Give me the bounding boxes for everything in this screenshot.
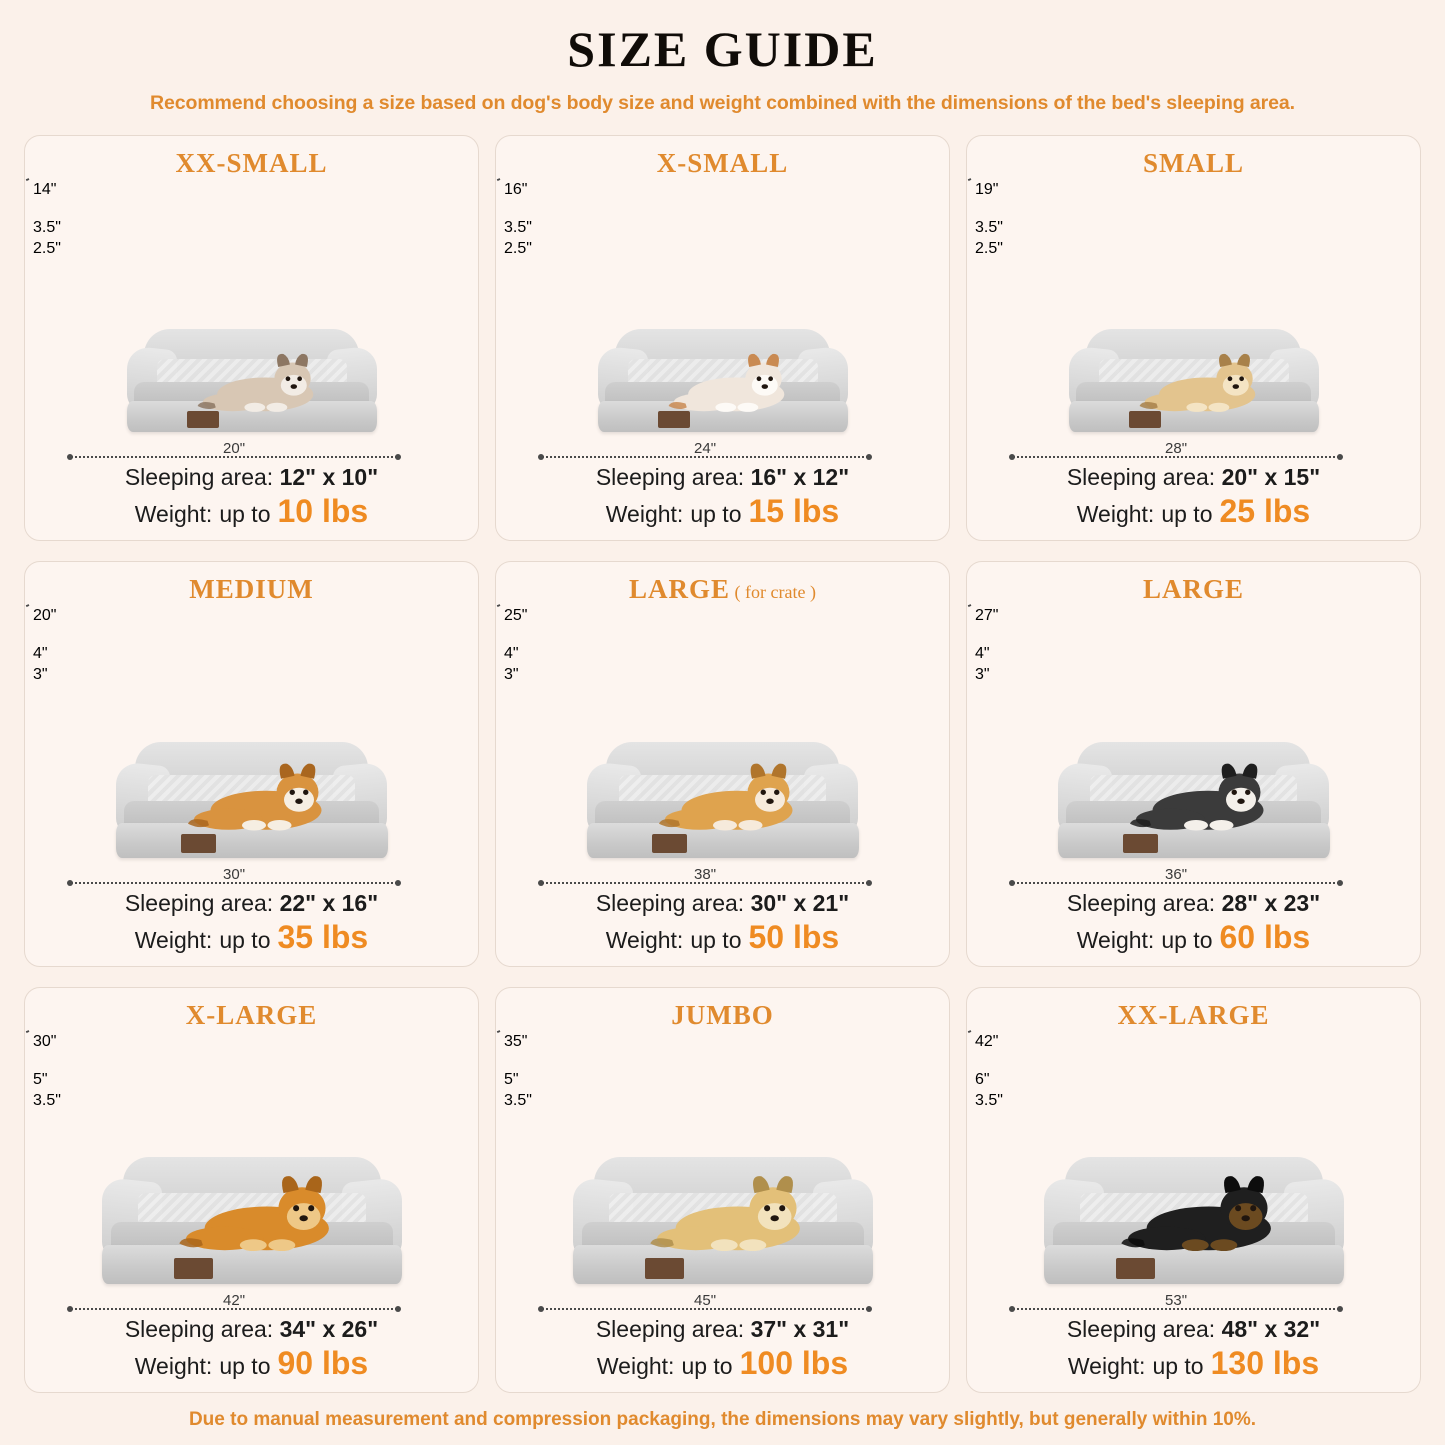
size-card-note: ( for crate ) [730,582,816,602]
sleeping-area-line [1067,1316,1320,1343]
measurement-leader-lines [24,601,51,659]
size-card-xx-large[interactable] [966,987,1421,1393]
size-card-figure [975,1031,1412,1314]
weight-prefix: Weight: [1076,927,1155,953]
pet-illustration [647,1162,815,1259]
size-card-figure [975,179,1412,462]
rottweiler-and-chihuahua-illustration [1118,1162,1286,1259]
weight-prefix: Weight: [1076,501,1155,527]
bolster-height-label: 3.5" [975,218,1003,236]
weight-line [125,919,378,956]
weight-value: 60 lbs [1219,919,1311,955]
sleeping-area-line [125,464,378,491]
sleeping-area-prefix: Sleeping area: [1066,890,1222,916]
bed-height-label: 20" [33,607,57,624]
page-title: SIZE GUIDE [567,21,878,77]
pet-illustration [1118,1162,1286,1259]
bed-width-label: 36" [1165,866,1188,883]
width-dotted-line [539,440,871,458]
size-card-name: X-SMALL [656,148,789,178]
size-card-name: LARGE [1142,574,1245,604]
size-card-info [1067,464,1320,532]
sleeping-area-value: 30" x 21" [750,890,850,916]
mattress-height-label: 3.5" [975,1092,1003,1110]
width-dotted-line [1010,1292,1342,1310]
size-card-info [1067,890,1320,958]
weight-upto: up to [1152,1353,1204,1379]
width-dotted-line [68,1292,400,1310]
sleeping-area-prefix: Sleeping area: [595,464,751,490]
weight-value: 35 lbs [277,919,369,955]
brand-tag [1116,1258,1155,1279]
bed-width-label: 24" [694,440,717,457]
weight-value: 25 lbs [1219,493,1311,529]
sleeping-area-line [125,1316,378,1343]
sleeping-area-prefix: Sleeping area: [1066,1316,1222,1342]
weight-line [125,1345,378,1382]
size-card-title [629,574,816,605]
bed-width-label: 45" [694,1292,717,1309]
weight-value: 130 lbs [1210,1345,1320,1381]
size-card-name: JUMBO [671,1000,774,1030]
size-card-name: XX-LARGE [1117,1000,1270,1030]
height-measurements [975,605,1412,686]
weight-prefix: Weight: [596,1353,675,1379]
width-measurement [1010,866,1342,884]
height-measurements [504,605,941,686]
measurement-leader-lines [24,175,51,233]
weight-line [596,493,849,530]
height-measurements [504,1031,941,1112]
bed-height-label: 42" [975,1033,999,1050]
measurement-leader-lines [495,1027,522,1085]
height-measurements [975,179,1412,260]
footer-note: Due to manual measurement and compression packaging, the dimensions may vary slightly, but generally within 10%. [188,1409,1257,1430]
mattress-height-label: 3" [975,666,990,684]
bed-height-label: 25" [504,607,528,624]
height-measurements [504,179,941,260]
size-card-info [125,464,378,532]
mattress-height-label: 3.5" [504,1092,532,1110]
sleeping-area-value: 37" x 31" [750,1316,850,1342]
width-measurement [539,866,871,884]
measurement-leader-lines [966,1027,993,1085]
weight-upto: up to [681,1353,733,1379]
weight-prefix: Weight: [134,1353,213,1379]
ragdoll-cat-illustration [195,343,325,418]
shiba-inu-illustration [656,751,806,838]
shih-tzu-illustration [666,343,796,418]
size-card-figure [504,1031,941,1314]
size-card-name: SMALL [1142,148,1245,178]
size-card-title [175,148,327,179]
size-card-figure [504,179,941,462]
size-card-jumbo[interactable] [495,987,950,1393]
weight-upto: up to [1161,501,1213,527]
weight-value: 100 lbs [739,1345,849,1381]
height-measurements [33,605,470,686]
pet-illustration [195,343,325,418]
weight-line [1067,493,1320,530]
weight-line [596,919,849,956]
width-measurement [1010,440,1342,458]
height-measurements [33,1031,470,1112]
sleeping-area-prefix: Sleeping area: [124,890,280,916]
weight-prefix: Weight: [605,927,684,953]
measurement-leader-lines [966,601,993,659]
width-measurement [1010,1292,1342,1310]
size-card-info [596,464,849,532]
bed-height-label: 14" [33,181,57,198]
bed-width-label: 28" [1165,440,1188,457]
measurement-leader-lines [495,175,522,233]
bed-width-label: 42" [223,1292,246,1309]
bed-width-label: 20" [223,440,246,457]
weight-line [1067,919,1320,956]
size-card-info [596,890,849,958]
width-measurement [539,1292,871,1310]
bolster-height-label: 3.5" [33,218,61,236]
bed-height-label: 30" [33,1033,57,1050]
weight-value: 50 lbs [748,919,840,955]
sleeping-area-prefix: Sleeping area: [124,1316,280,1342]
width-dotted-line [539,866,871,884]
size-card-info [125,1316,378,1384]
weight-line [1067,1345,1320,1382]
sleeping-area-value: 20" x 15" [1221,464,1321,490]
french-bulldog-illustration [1137,343,1267,418]
weight-prefix: Weight: [1067,1353,1146,1379]
brand-tag [645,1258,684,1279]
width-measurement [68,866,400,884]
bed-width-label: 30" [223,866,246,883]
bolster-height-label: 5" [33,1070,48,1088]
size-card-title [189,574,313,605]
bolster-height-label: 4" [504,644,519,662]
height-measurements [975,1031,1412,1112]
corgi-illustration [185,751,335,838]
sleeping-area-line [596,1316,849,1343]
measurement-leader-lines [24,1027,51,1085]
size-card-small[interactable] [966,135,1421,541]
weight-upto: up to [219,927,271,953]
width-dotted-line [539,1292,871,1310]
pet-illustration [1127,751,1277,838]
sleeping-area-value: 22" x 16" [279,890,379,916]
mattress-height-label: 2.5" [504,240,532,258]
width-dotted-line [68,866,400,884]
size-card-grid [24,135,1421,1393]
bed-height-label: 35" [504,1033,528,1050]
size-card-figure [33,179,470,462]
sleeping-area-value: 48" x 32" [1221,1316,1321,1342]
sleeping-area-value: 34" x 26" [279,1316,379,1342]
weight-prefix: Weight: [134,927,213,953]
page-subtitle: Recommend choosing a size based on dog's body size and weight combined with the dimensions of the bed's sleeping area. [150,92,1295,114]
sleeping-area-line [125,890,378,917]
size-card-x-small[interactable] [495,135,950,541]
size-card-name: LARGE [629,574,731,604]
weight-upto: up to [219,1353,271,1379]
mattress-height-label: 3.5" [33,1092,61,1110]
weight-line [596,1345,849,1382]
sleeping-area-value: 16" x 12" [750,464,850,490]
size-card-title [671,1000,774,1031]
pet-illustration [656,751,806,838]
size-card-figure [975,605,1412,888]
width-dotted-line [1010,866,1342,884]
size-card-large[interactable] [966,561,1421,967]
weight-upto: up to [690,501,742,527]
sleeping-area-line [596,464,849,491]
bed-height-label: 19" [975,181,999,198]
bolster-height-label: 6" [975,1070,990,1088]
weight-upto: up to [690,927,742,953]
weight-prefix: Weight: [605,501,684,527]
pet-illustration [176,1162,344,1259]
size-card-name: X-LARGE [185,1000,318,1030]
width-dotted-line [1010,440,1342,458]
sleeping-area-value: 28" x 23" [1221,890,1321,916]
mattress-height-label: 3" [504,666,519,684]
sleeping-area-line [1067,890,1320,917]
weight-upto: up to [219,501,271,527]
pet-illustration [1137,343,1267,418]
size-card-figure [504,605,941,888]
bolster-height-label: 4" [975,644,990,662]
size-card-title [1143,574,1244,605]
mattress-height-label: 2.5" [975,240,1003,258]
width-measurement [539,440,871,458]
weight-line [125,493,378,530]
bed-width-label: 38" [694,866,717,883]
sleeping-area-prefix: Sleeping area: [595,1316,751,1342]
size-card-large[interactable] [495,561,950,967]
size-card-title [1117,1000,1269,1031]
width-measurement [68,1292,400,1310]
sleeping-area-prefix: Sleeping area: [124,464,280,490]
bolster-height-label: 3.5" [504,218,532,236]
width-measurement [68,440,400,458]
labrador-illustration [647,1162,815,1259]
sleeping-area-prefix: Sleeping area: [1066,464,1222,490]
mattress-height-label: 3" [33,666,48,684]
bed-width-label: 53" [1165,1292,1188,1309]
sleeping-area-prefix: Sleeping area: [595,890,751,916]
sleeping-area-value: 12" x 10" [279,464,379,490]
size-card-title [186,1000,318,1031]
height-measurements [33,179,470,260]
size-card-medium[interactable] [24,561,479,967]
bed-height-label: 16" [504,181,528,198]
weight-value: 10 lbs [277,493,369,529]
measurement-leader-lines [495,601,522,659]
size-card-title [1143,148,1244,179]
bolster-height-label: 4" [33,644,48,662]
pet-illustration [185,751,335,838]
size-card-info [1067,1316,1320,1384]
weight-upto: up to [1161,927,1213,953]
size-card-name: XX-SMALL [175,148,328,178]
pet-illustration [666,343,796,418]
size-card-figure [33,605,470,888]
sleeping-area-line [1067,464,1320,491]
bed-height-label: 27" [975,607,999,624]
weight-value: 15 lbs [748,493,840,529]
size-card-xx-small[interactable] [24,135,479,541]
size-card-name: MEDIUM [189,574,314,604]
sleeping-area-line [596,890,849,917]
size-card-info [125,890,378,958]
width-dotted-line [68,440,400,458]
size-card-figure [33,1031,470,1314]
golden-retriever-illustration [176,1162,344,1259]
brand-tag [174,1258,213,1279]
size-card-info [596,1316,849,1384]
weight-value: 90 lbs [277,1345,369,1381]
size-card-title [657,148,789,179]
size-card-x-large[interactable] [24,987,479,1393]
mattress-height-label: 2.5" [33,240,61,258]
measurement-leader-lines [966,175,993,233]
weight-prefix: Weight: [134,501,213,527]
border-collie-illustration [1127,751,1277,838]
bolster-height-label: 5" [504,1070,519,1088]
